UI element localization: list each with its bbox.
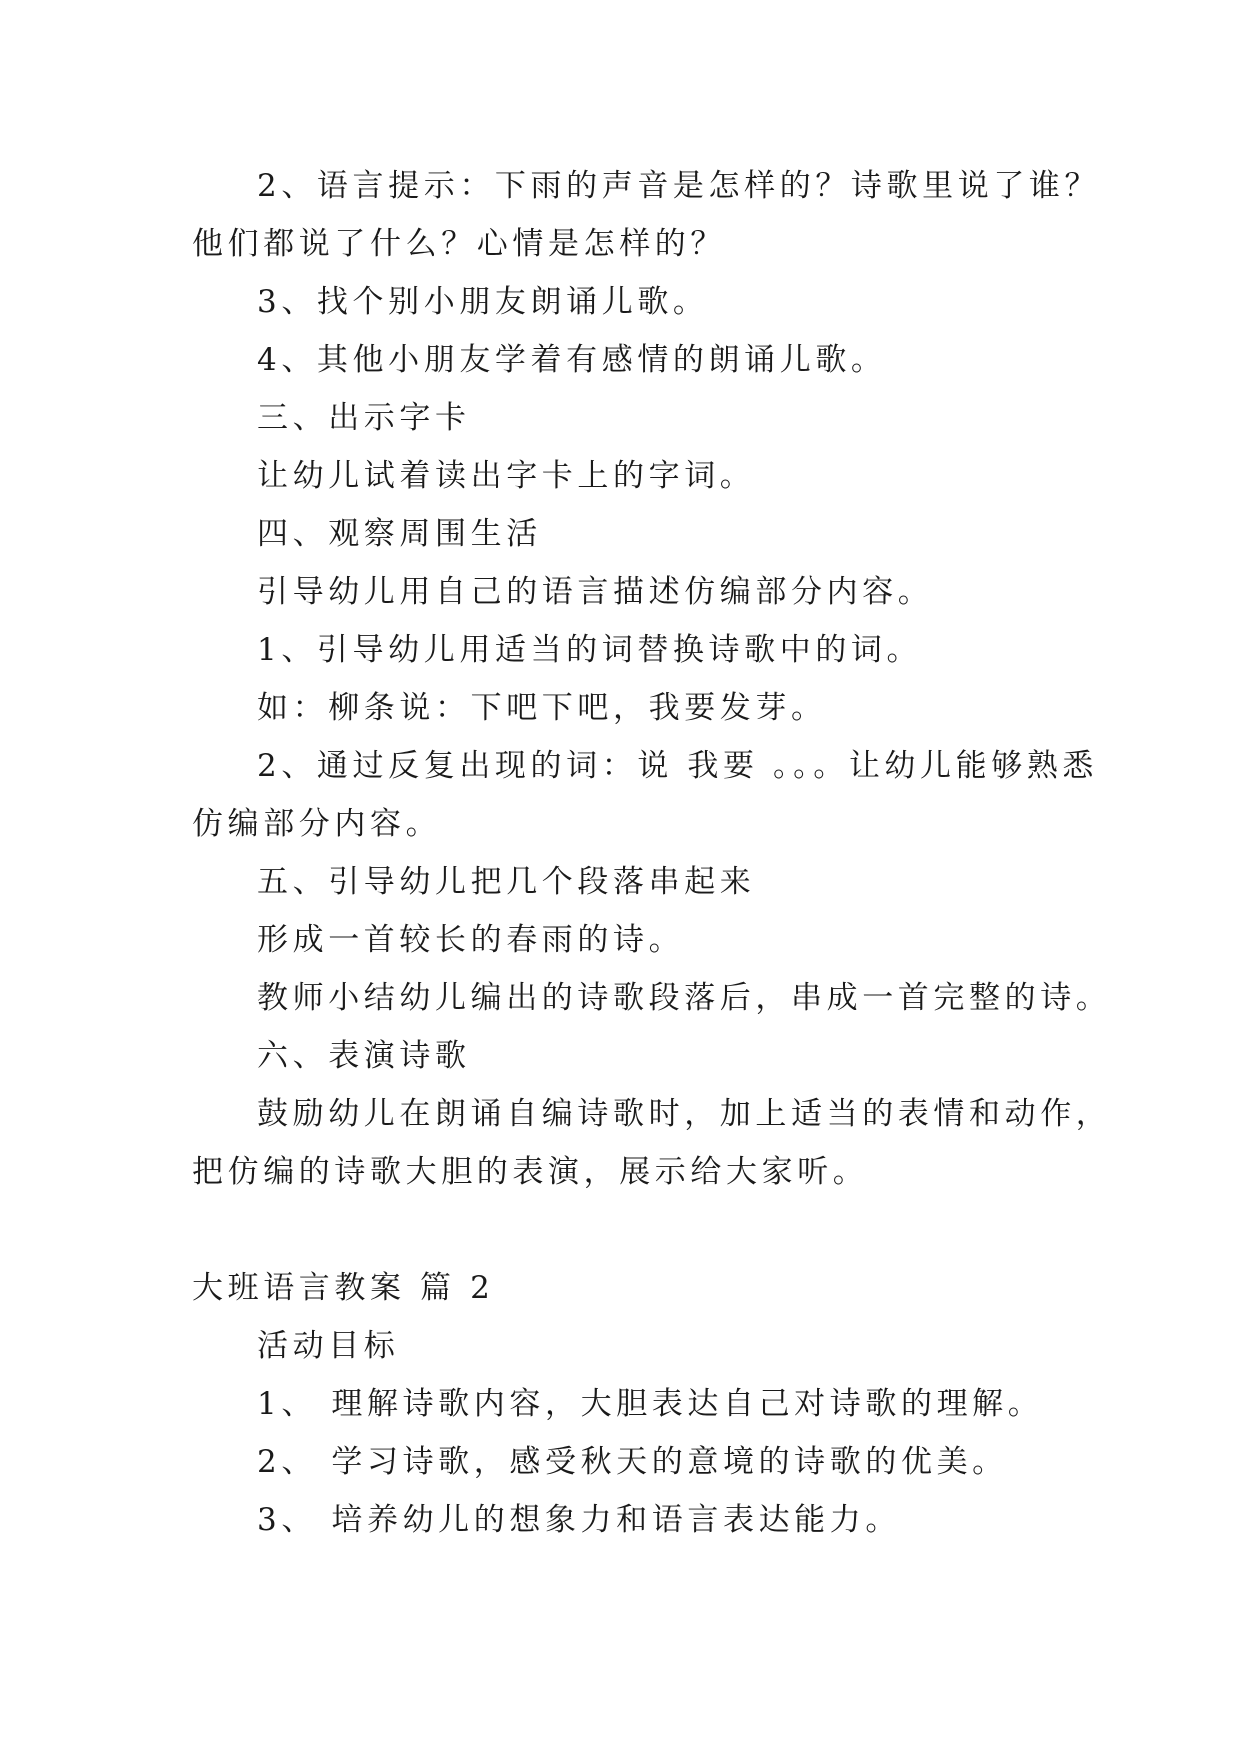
section-heading: 六、表演诗歌 [257,1038,471,1074]
section-heading: 活动目标 [257,1328,400,1364]
paragraph-line: 把仿编的诗歌大胆的表演，展示给大家听。 [192,1154,869,1190]
paragraph-line: 引导幼儿用自己的语言描述仿编部分内容。 [257,574,934,610]
paragraph-line: 4、其他小朋友学着有感情的朗诵儿歌。 [257,342,887,378]
paragraph-line: 如：柳条说：下吧下吧，我要发芽。 [257,690,827,726]
goal-item: 3、 培养幼儿的想象力和语言表达能力。 [257,1502,901,1538]
goal-item: 1、 理解诗歌内容，大胆表达自己对诗歌的理解。 [257,1386,1044,1422]
paragraph-line: 他们都说了什么？心情是怎样的？ [192,226,726,262]
paragraph-line: 让幼儿试着读出字卡上的字词。 [257,458,756,494]
paragraph-line: 1、引导幼儿用适当的词替换诗歌中的词。 [257,632,923,668]
paragraph-line: 鼓励幼儿在朗诵自编诗歌时，加上适当的表情和动作， [257,1096,1112,1132]
paragraph-line: 仿编部分内容。 [192,806,442,842]
section-heading: 四、观察周围生活 [257,516,542,552]
paragraph-line: 2、通过反复出现的词：说 我要 。。。让幼儿能够熟悉 [257,748,1099,784]
goal-item: 2、 学习诗歌，感受秋天的意境的诗歌的优美。 [257,1444,1008,1480]
paragraph-line: 形成一首较长的春雨的诗。 [257,922,685,958]
lesson-plan-title: 大班语言教案 篇 2 [192,1270,495,1306]
paragraph-line: 2、语言提示：下雨的声音是怎样的？诗歌里说了谁？ [257,168,1101,204]
section-heading: 三、出示字卡 [257,400,471,436]
paragraph-line: 教师小结幼儿编出的诗歌段落后，串成一首完整的诗。 [257,980,1112,1016]
section-heading: 五、引导幼儿把几个段落串起来 [257,864,756,900]
paragraph-line: 3、找个别小朋友朗诵儿歌。 [257,284,709,320]
